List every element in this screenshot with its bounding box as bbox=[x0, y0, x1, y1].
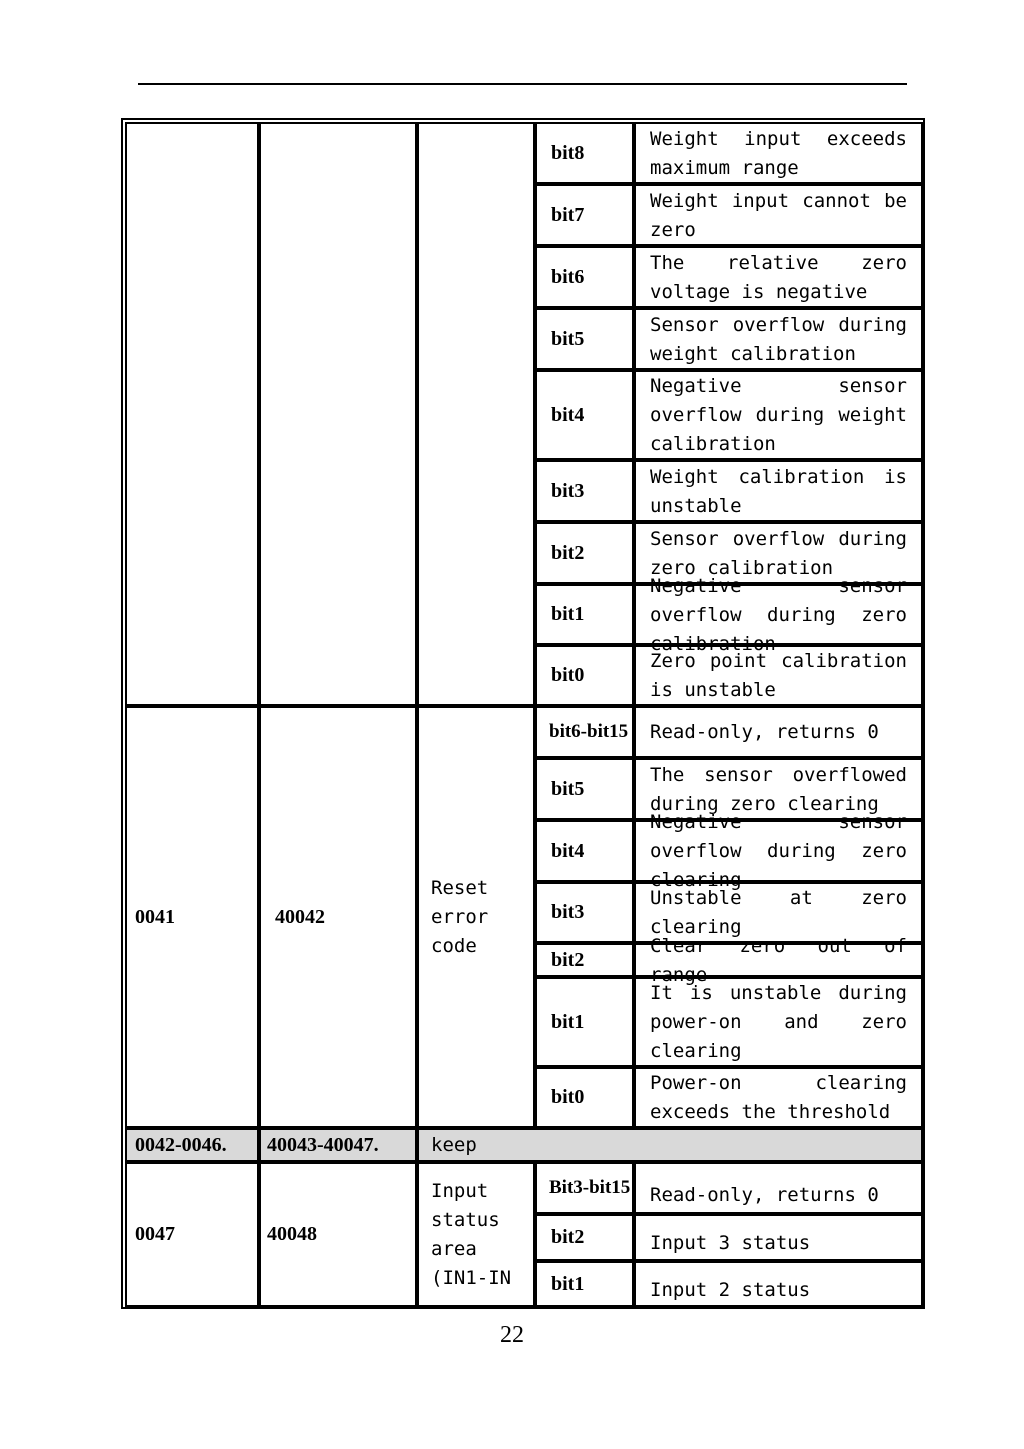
table-row-bit-desc: Input 2 status bbox=[634, 1261, 923, 1307]
table-row-bit-desc: Negative sensor overflow during zero calibration bbox=[634, 584, 923, 645]
table-row-bit-label: bit6-bit15 bbox=[535, 706, 634, 758]
table-row-bit-label: bit0 bbox=[535, 1067, 634, 1128]
table-row-bit-desc: Input 3 status bbox=[634, 1214, 923, 1261]
table-row-bit-label: bit4 bbox=[535, 820, 634, 882]
table-row-bit-label: bit6 bbox=[535, 246, 634, 308]
table-row-bit-desc: Weight calibration is unstable bbox=[634, 460, 923, 522]
table-row-bit-label: bit2 bbox=[535, 522, 634, 584]
table-row-bit-label: bit5 bbox=[535, 308, 634, 370]
table-row-bit-label: bit3 bbox=[535, 882, 634, 943]
table-row-bit-desc: Negative sensor overflow during weight calibration bbox=[634, 370, 923, 460]
table-row-bit-label: bit2 bbox=[535, 943, 634, 977]
header-rule bbox=[138, 83, 907, 85]
table-row-bit-desc: It is unstable during power-on and zero clearing bbox=[634, 977, 923, 1067]
keep-register-cell: 40043-40047. bbox=[259, 1128, 417, 1162]
table-row-bit-desc: Zero point calibration is unstable bbox=[634, 645, 923, 706]
table-row-bit-desc: Sensor overflow during weight calibration bbox=[634, 308, 923, 370]
table-row-bit-label: Bit3-bit15 bbox=[535, 1162, 634, 1214]
table-row-bit-label: bit2 bbox=[535, 1214, 634, 1261]
table-row-bit-label: bit4 bbox=[535, 370, 634, 460]
table-row-bit-desc: Sensor overflow during zero calibration bbox=[634, 522, 923, 584]
table-row-bit-desc: Negative sensor overflow during zero clearing bbox=[634, 820, 923, 882]
table-row-bit-desc: The relative zero voltage is negative bbox=[634, 246, 923, 308]
keep-text-cell: keep bbox=[417, 1128, 923, 1162]
table-row-bit-desc: Clear zero out of range bbox=[634, 943, 923, 977]
table-row-bit-label: bit1 bbox=[535, 1261, 634, 1307]
table-row-bit-label: bit1 bbox=[535, 584, 634, 645]
g2-name-cell: Reset error code bbox=[417, 706, 535, 1128]
g3-register-cell: 40048 bbox=[259, 1162, 417, 1307]
g1-address-cell bbox=[125, 122, 259, 706]
table-row-bit-desc: Power-on clearing exceeds the threshold bbox=[634, 1067, 923, 1128]
register-table bbox=[121, 118, 925, 1309]
g3-name-cell: Input status area (IN1-IN bbox=[417, 1162, 535, 1307]
table-row-bit-label: bit1 bbox=[535, 977, 634, 1067]
table-row-bit-label: bit5 bbox=[535, 758, 634, 820]
g2-register-cell: 40042 bbox=[259, 706, 417, 1128]
table-row-bit-desc: The sensor overflowed during zero clearing bbox=[634, 758, 923, 820]
table-row-bit-desc: Weight input exceeds maximum range bbox=[634, 122, 923, 184]
table-row-bit-label: bit8 bbox=[535, 122, 634, 184]
table-row-bit-desc: Weight input cannot be zero bbox=[634, 184, 923, 246]
table-row-bit-desc: Read-only, returns 0 bbox=[634, 706, 923, 758]
table-row-bit-desc: Read-only, returns 0 bbox=[634, 1162, 923, 1214]
g2-address-cell: 0041 bbox=[125, 706, 259, 1128]
g1-name-cell bbox=[417, 122, 535, 706]
table-row-bit-label: bit3 bbox=[535, 460, 634, 522]
g1-register-cell bbox=[259, 122, 417, 706]
keep-address-cell: 0042-0046. bbox=[125, 1128, 259, 1162]
table-row-bit-label: bit7 bbox=[535, 184, 634, 246]
page-number: 22 bbox=[500, 1322, 524, 1348]
table-row-bit-desc: Unstable at zero clearing bbox=[634, 882, 923, 943]
table-row-bit-label: bit0 bbox=[535, 645, 634, 706]
g3-address-cell: 0047 bbox=[125, 1162, 259, 1307]
